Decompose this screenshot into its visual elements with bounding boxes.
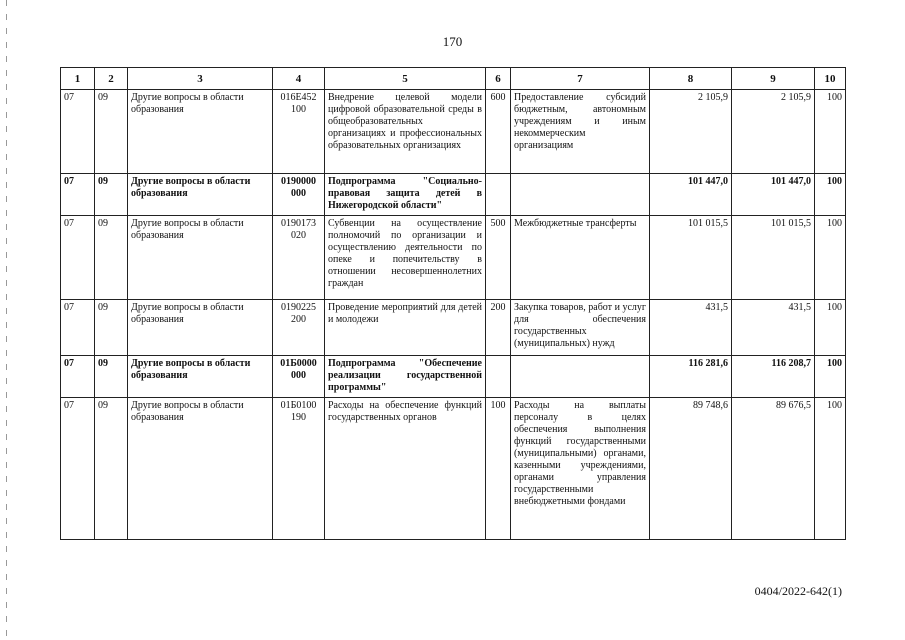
- section-cell: 07: [61, 90, 95, 174]
- target-article-cell: 01Б0000 000: [273, 356, 325, 398]
- executed-amount-cell: 101 015,5: [732, 216, 815, 300]
- header-row: [61, 68, 846, 90]
- section-cell: 07: [61, 300, 95, 356]
- approved-amount-cell: 89 748,6: [650, 398, 732, 540]
- subsection-cell: 09: [95, 216, 128, 300]
- expense-name-cell: Закупка товаров, работ и услуг для обеспечения государственных (муниципальных) нужд: [511, 300, 650, 356]
- approved-amount-cell: 101 015,5: [650, 216, 732, 300]
- expense-name-cell: Предоставление субсидий бюджетным, автономным учреждениям и иным некоммерческим организациям: [511, 90, 650, 174]
- section-name-cell: Другие вопросы в области образования: [128, 216, 273, 300]
- approved-amount-cell: 101 447,0: [650, 174, 732, 216]
- document-code: 0404/2022-642(1): [754, 584, 842, 598]
- executed-amount-cell: 2 105,9: [732, 90, 815, 174]
- header-cell: 3: [128, 68, 273, 90]
- percent-cell: 100: [815, 300, 846, 356]
- percent-cell: 100: [815, 398, 846, 540]
- header-cell: 8: [650, 68, 732, 90]
- percent-cell: 100: [815, 356, 846, 398]
- section-cell: 07: [61, 398, 95, 540]
- subsection-cell: 09: [95, 174, 128, 216]
- table-row: [61, 174, 846, 216]
- expense-name-cell: Межбюджетные трансферты: [511, 216, 650, 300]
- article-name-cell: Расходы на обеспечение функций государственных органов: [325, 398, 486, 540]
- budget-table: [60, 67, 846, 540]
- target-article-cell: 0190000 000: [273, 174, 325, 216]
- section-name-cell: Другие вопросы в области образования: [128, 398, 273, 540]
- expense-name-cell: Расходы на выплаты персоналу в целях обеспечения выполнения функций государственными (муниципальными) органами, казенными учреждениями, органами управления государственными внебюджетными фондами: [511, 398, 650, 540]
- header-cell: 4: [273, 68, 325, 90]
- article-name-cell: Субвенции на осуществление полномочий по организации и осуществлению деятельности по опеке и попечительству в отношении несовершеннолетних граждан: [325, 216, 486, 300]
- approved-amount-cell: 431,5: [650, 300, 732, 356]
- header-cell: 10: [815, 68, 846, 90]
- scan-edge-mark: [6, 0, 7, 640]
- executed-amount-cell: 431,5: [732, 300, 815, 356]
- header-cell: 2: [95, 68, 128, 90]
- subsection-cell: 09: [95, 398, 128, 540]
- expense-type-cell: 600: [486, 90, 511, 174]
- header-cell: 5: [325, 68, 486, 90]
- header-cell: 7: [511, 68, 650, 90]
- table-row: [61, 300, 846, 356]
- target-article-cell: 0190173 020: [273, 216, 325, 300]
- header-cell: 9: [732, 68, 815, 90]
- target-article-cell: 01Б0100 190: [273, 398, 325, 540]
- section-cell: 07: [61, 216, 95, 300]
- header-cell: 6: [486, 68, 511, 90]
- page-number: 170: [442, 34, 463, 49]
- expense-name-cell: [511, 174, 650, 216]
- target-article-cell: 0190225 200: [273, 300, 325, 356]
- subsection-cell: 09: [95, 356, 128, 398]
- subsection-cell: 09: [95, 90, 128, 174]
- table-row: [61, 356, 846, 398]
- table-row: [61, 90, 846, 174]
- section-name-cell: Другие вопросы в области образования: [128, 174, 273, 216]
- section-name-cell: Другие вопросы в области образования: [128, 300, 273, 356]
- section-cell: 07: [61, 356, 95, 398]
- executed-amount-cell: 116 208,7: [732, 356, 815, 398]
- percent-cell: 100: [815, 90, 846, 174]
- percent-cell: 100: [815, 216, 846, 300]
- article-name-cell: Подпрограмма "Социально-правовая защита детей в Нижегородской области": [325, 174, 486, 216]
- approved-amount-cell: 2 105,9: [650, 90, 732, 174]
- approved-amount-cell: 116 281,6: [650, 356, 732, 398]
- article-name-cell: Проведение мероприятий для детей и молодежи: [325, 300, 486, 356]
- section-name-cell: Другие вопросы в области образования: [128, 90, 273, 174]
- expense-type-cell: [486, 174, 511, 216]
- table-row: [61, 216, 846, 300]
- target-article-cell: 016E452 100: [273, 90, 325, 174]
- article-name-cell: Подпрограмма "Обеспечение реализации государственной программы": [325, 356, 486, 398]
- executed-amount-cell: 89 676,5: [732, 398, 815, 540]
- subsection-cell: 09: [95, 300, 128, 356]
- expense-type-cell: 500: [486, 216, 511, 300]
- percent-cell: 100: [815, 174, 846, 216]
- section-cell: 07: [61, 174, 95, 216]
- expense-type-cell: [486, 356, 511, 398]
- expense-type-cell: 200: [486, 300, 511, 356]
- expense-type-cell: 100: [486, 398, 511, 540]
- article-name-cell: Внедрение целевой модели цифровой образовательной среды в общеобразовательных организациях и профессиональных образовательных организациях: [325, 90, 486, 174]
- executed-amount-cell: 101 447,0: [732, 174, 815, 216]
- table-row: [61, 398, 846, 540]
- expense-name-cell: [511, 356, 650, 398]
- section-name-cell: Другие вопросы в области образования: [128, 356, 273, 398]
- header-cell: 1: [61, 68, 95, 90]
